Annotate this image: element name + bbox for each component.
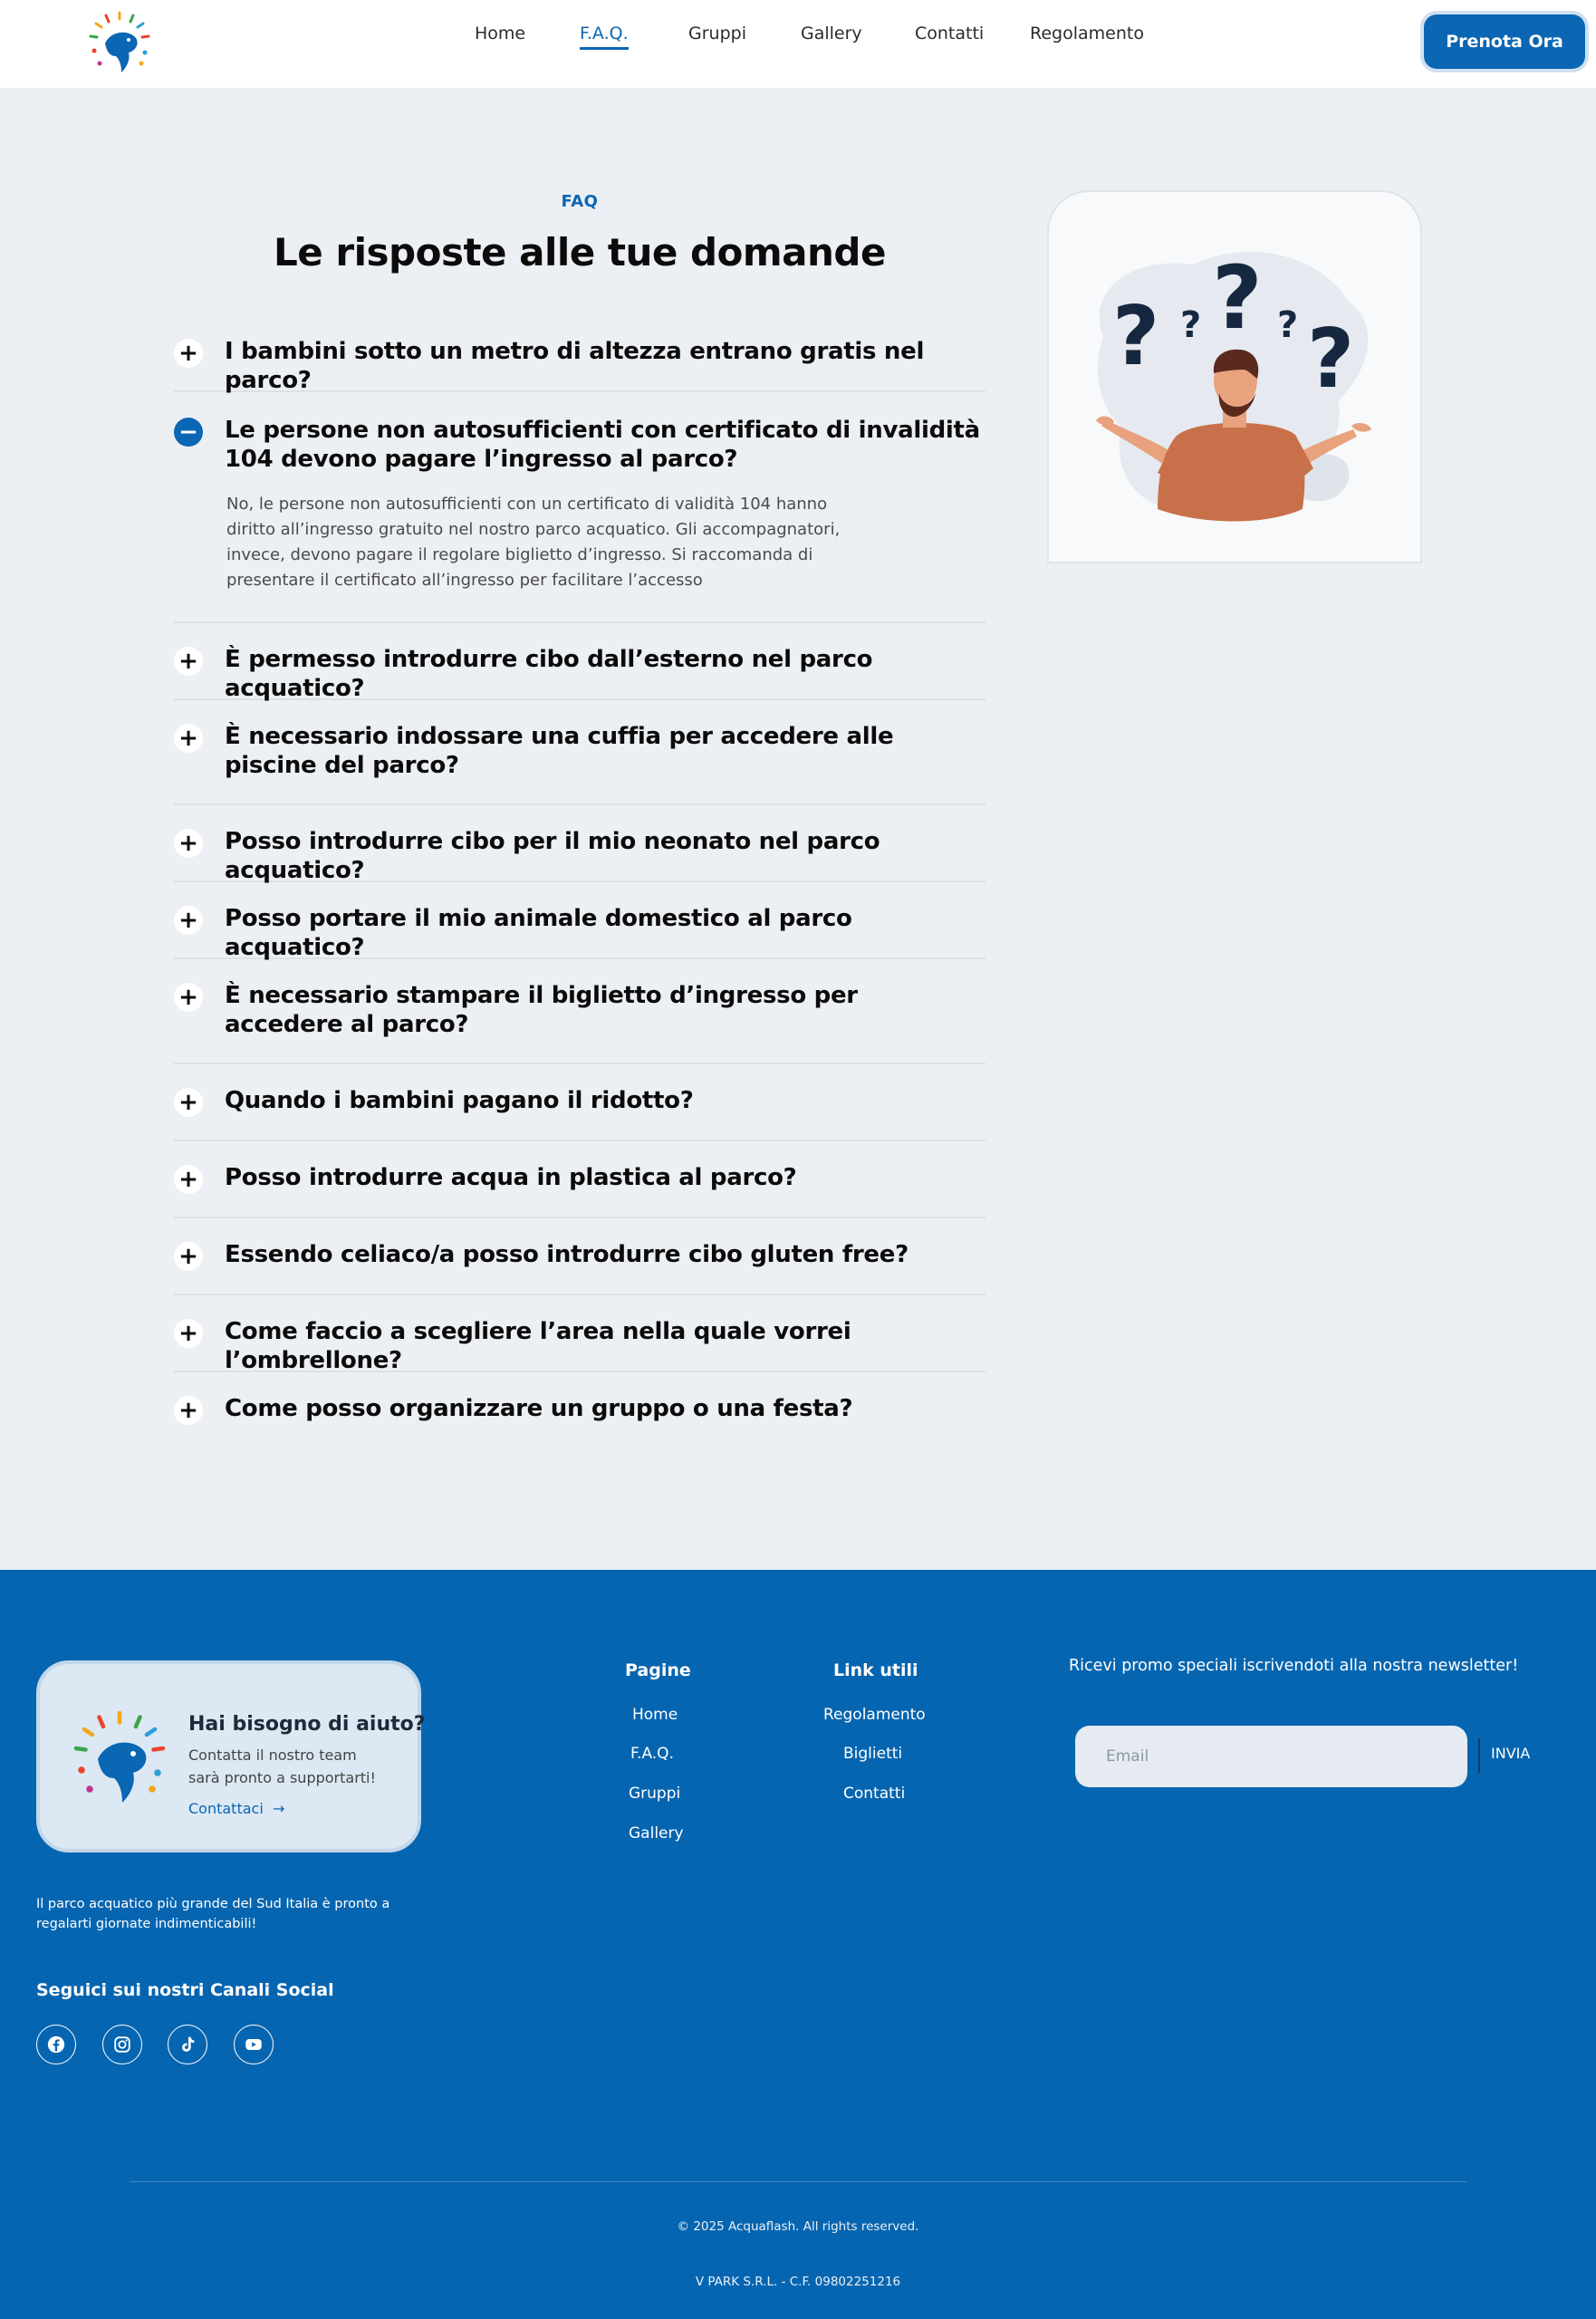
faq-illustration — [1047, 190, 1422, 563]
pages-title: Pagine — [625, 1660, 691, 1680]
faq-question[interactable]: È necessario indossare una cuffia per accedere alle piscine del parco? — [225, 723, 894, 779]
faq-question[interactable]: Come posso organizzare un gruppo o una festa? — [225, 1395, 853, 1422]
footer-link-gruppi[interactable]: Gruppi — [629, 1785, 681, 1803]
book-now-button[interactable]: Prenota Ora — [1424, 14, 1585, 69]
plus-icon[interactable]: + — [174, 339, 203, 368]
faq-item[interactable] — [174, 1064, 985, 1141]
copyright: © 2025 Acquaflash. All rights reserved. — [677, 2219, 919, 2234]
contact-link-label[interactable]: Contattaci — [188, 1800, 264, 1817]
footer-divider — [130, 2181, 1466, 2182]
company-info: V PARK S.R.L. - C.F. 09802251216 — [695, 2275, 901, 2289]
svg-text:?: ? — [1112, 289, 1160, 384]
faq-item[interactable] — [174, 805, 985, 882]
page-title: Le risposte alle tue domande — [274, 230, 886, 274]
dolphin-logo — [65, 1705, 174, 1814]
svg-text:?: ? — [1180, 304, 1202, 346]
instagram-icon[interactable] — [102, 2025, 142, 2064]
contact-link[interactable] — [188, 1800, 284, 1817]
help-card[interactable] — [36, 1660, 426, 1852]
plus-icon[interactable]: + — [174, 1319, 203, 1348]
footer-link-contatti[interactable]: Contatti — [843, 1785, 906, 1803]
plus-icon[interactable]: + — [174, 1165, 203, 1194]
nav-regolamento[interactable]: Regolamento — [1030, 24, 1144, 43]
faq-question[interactable]: È permesso introdurre cibo dall’esterno nel parco acquatico? — [225, 646, 873, 702]
send-button[interactable]: INVIA — [1491, 1745, 1531, 1762]
plus-icon[interactable]: + — [174, 983, 203, 1012]
help-title: Hai bisogno di aiuto? — [188, 1713, 426, 1736]
confused-man-illustration — [1049, 192, 1422, 563]
faq-question[interactable]: Posso portare il mio animale domestico al parco acquatico? — [225, 905, 852, 961]
site-footer — [0, 1570, 1596, 2319]
social-title: Seguici sui nostri Canali Social — [36, 1980, 334, 2000]
faq-item[interactable] — [174, 700, 985, 805]
faq-question[interactable]: Essendo celiaco/a posso introdurre cibo gluten free? — [225, 1241, 909, 1268]
faq-question[interactable]: Quando i bambini pagano il ridotto? — [225, 1087, 694, 1114]
faq-question[interactable]: Posso introdurre cibo per il mio neonato nel parco acquatico? — [225, 828, 880, 884]
faq-item[interactable] — [174, 959, 985, 1064]
plus-icon[interactable]: + — [174, 1088, 203, 1117]
faq-eyebrow: FAQ — [561, 192, 599, 211]
footer-link-regolamento[interactable]: Regolamento — [823, 1706, 926, 1724]
faq-question[interactable]: È necessario stampare il biglietto d’ingresso per accedere al parco? — [225, 982, 858, 1038]
faq-item[interactable] — [174, 1218, 985, 1295]
faq-item[interactable] — [174, 882, 985, 959]
svg-text:?: ? — [1212, 247, 1263, 349]
plus-icon[interactable]: + — [174, 1396, 203, 1425]
send-divider — [1478, 1738, 1480, 1773]
useful-links-title: Link utili — [833, 1660, 918, 1680]
plus-icon[interactable]: + — [174, 906, 203, 935]
svg-text:?: ? — [1307, 312, 1355, 407]
faq-item[interactable] — [174, 1372, 985, 1449]
footer-link-faq[interactable]: F.A.Q. — [630, 1745, 674, 1763]
faq-item[interactable] — [174, 1295, 985, 1372]
faq-accordion — [174, 315, 985, 1449]
newsletter-text: Ricevi promo speciali iscrivendoti alla nostra newsletter! — [1069, 1657, 1519, 1675]
faq-item[interactable] — [174, 1141, 985, 1218]
email-field[interactable] — [1075, 1726, 1467, 1787]
footer-link-home[interactable]: Home — [632, 1706, 678, 1724]
youtube-icon[interactable] — [234, 2025, 274, 2064]
footer-description: Il parco acquatico più grande del Sud Italia è pronto a regalarti giornate indimenticabili! — [36, 1897, 390, 1931]
tiktok-icon[interactable] — [168, 2025, 207, 2064]
minus-icon[interactable]: − — [174, 418, 203, 447]
plus-icon[interactable]: + — [174, 647, 203, 676]
faq-question[interactable]: Le persone non autosufficienti con certificato di invalidità 104 devono pagare l’ingresso al parco? — [225, 417, 980, 473]
arrow-right-icon: → — [267, 1800, 285, 1817]
faq-item[interactable] — [174, 315, 985, 392]
plus-icon[interactable]: + — [174, 1242, 203, 1271]
nav-home[interactable]: Home — [475, 24, 526, 43]
faq-question[interactable]: I bambini sotto un metro di altezza entrano gratis nel parco? — [225, 338, 925, 394]
faq-answer: No, le persone non autosufficienti con un certificato di validità 104 hanno diritto all’ingresso gratuito nel nostro parco acquatico. Gli accompagnatori, invece, devono pagare il regolare biglietto d’ingresso. Si raccomanda di presentare il certificato all’ingresso per facilitare l’accesso — [226, 495, 841, 590]
faq-item[interactable] — [174, 623, 985, 700]
help-text: Contatta il nostro team sarà pronto a supportarti! — [188, 1746, 376, 1786]
nav-gruppi[interactable]: Gruppi — [688, 24, 746, 43]
nav-contatti[interactable]: Contatti — [915, 24, 985, 43]
plus-icon[interactable]: + — [174, 724, 203, 753]
footer-link-gallery[interactable]: Gallery — [629, 1824, 684, 1843]
site-header — [0, 0, 1596, 88]
faq-item-open[interactable] — [174, 392, 985, 623]
plus-icon[interactable]: + — [174, 829, 203, 858]
facebook-icon[interactable] — [36, 2025, 76, 2064]
faq-question[interactable]: Posso introdurre acqua in plastica al parco? — [225, 1164, 797, 1191]
footer-link-biglietti[interactable]: Biglietti — [843, 1745, 903, 1763]
main-nav — [0, 24, 1596, 60]
svg-text:?: ? — [1277, 304, 1299, 346]
faq-question[interactable]: Come faccio a scegliere l’area nella quale vorrei l’ombrellone? — [225, 1318, 851, 1374]
nav-gallery[interactable]: Gallery — [801, 24, 862, 43]
nav-faq[interactable]: F.A.Q. — [580, 24, 629, 50]
